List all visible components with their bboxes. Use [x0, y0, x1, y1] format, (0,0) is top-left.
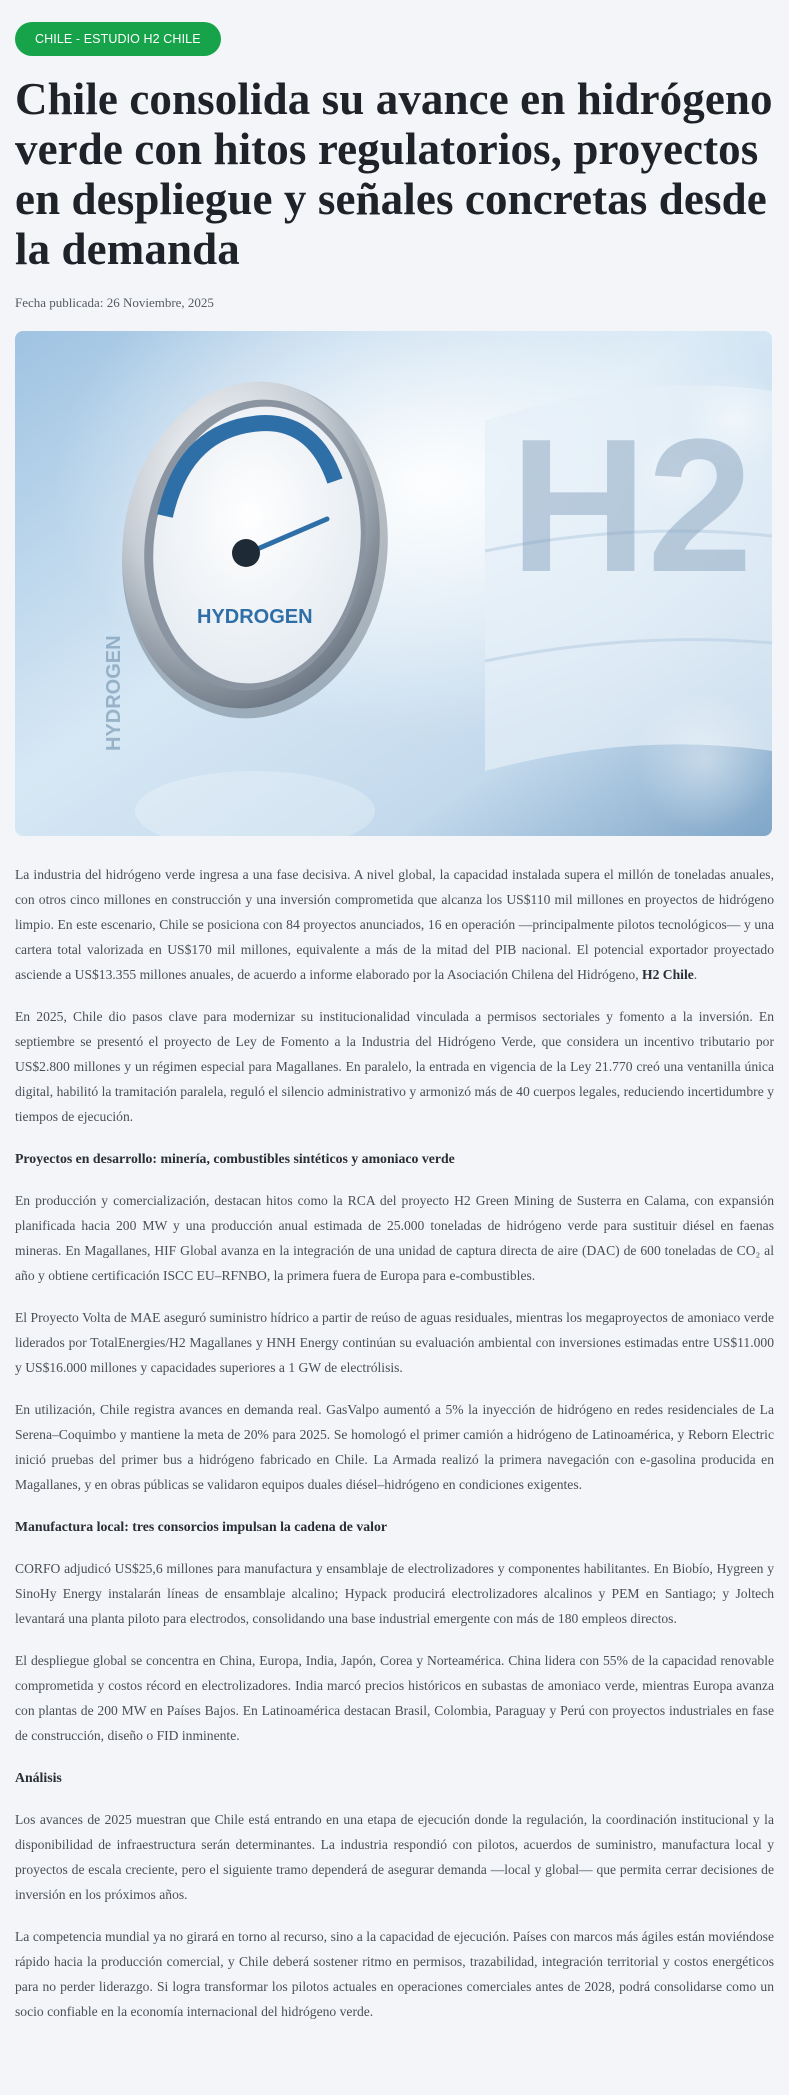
paragraph-analysis-1: Los avances de 2025 muestran que Chile está entrando en una etapa de ejecución donde la regulación, la coordinación institucional y la disponibilidad de infraestructura serán determinantes. La industria respondió con pilotos, acuerdos de suministro, manufactura local y proyectos de escala creciente, pero el siguiente tramo dependerá de asegurar demanda —local y global— que permita cerrar decisiones de inversión en los próximos años.	[15, 1812, 774, 1902]
paragraph-production: En producción y comercialización, destacan hitos como la RCA del proyecto H2 Green Mining de Susterra en Calama, con expansión planificada hacia 200 MW y una producción anual estimada de 25.000 toneladas de hidrógeno verde para sustituir diésel en faenas mineras. En Magallanes, HIF Global avanza en la integración de una unidad de captura directa de aire (DAC) de 600 toneladas de CO₂ al año y obtiene certificación ISCC EU–RFNBO, la primera fuera de Europa para e-combustibles.	[15, 1193, 774, 1283]
hero-image	[15, 331, 772, 836]
heading-analysis: Análisis	[15, 1770, 62, 1785]
paragraph-regulation: En 2025, Chile dio pasos clave para modernizar su institucionalidad vinculada a permisos sectoriales y fomento a la inversión. En septiembre se presentó el proyecto de Ley de Fomento a la Industria del Hidrógeno Verde, que considera un incentivo tributario por US$2.800 millones y un régimen especial para Magallanes. En paralelo, la entrada en vigencia de la Ley 21.770 creó una ventanilla única digital, habilitó la tramitación paralela, reguló el silencio administrativo y armonizó más de 40 cuerpos legales, reduciendo incertidumbre y tiempos de ejecución.	[15, 1009, 774, 1124]
category-tag[interactable]: CHILE - ESTUDIO H2 CHILE	[15, 22, 221, 56]
article-body	[15, 862, 774, 2024]
paragraph-intro	[15, 862, 774, 987]
h2-background-text: H2	[510, 400, 753, 612]
date-label: Fecha publicada:	[15, 295, 104, 310]
side-tank-text: HYDROGEN	[103, 635, 125, 751]
paragraph-intro-end: .	[693, 967, 698, 982]
date-value: 26 Noviembre, 2025	[106, 295, 214, 310]
h2-chile-link[interactable]: H2 Chile	[642, 967, 694, 982]
paragraph-analysis-2: La competencia mundial ya no girará en torno al recurso, sino a la capacidad de ejecución. Países con marcos más ágiles están moviéndose rápido hacia la producción comercial, y Chile deberá sostener ritmo en permisos, trazabilidad, integración territorial y costos energéticos para no perder liderazgo. Si logra transformar los pilotos actuales en operaciones comerciales antes de 2028, podrá consolidarse como un socio confiable en la economía internacional del hidrógeno verde.	[15, 1929, 774, 2019]
paragraph-utilization: En utilización, Chile registra avances en demanda real. GasValpo aumentó a 5% la inyección de hidrógeno en redes residenciales de La Serena–Coquimbo y mantiene la meta de 20% para 2025. Se homologó el primer camión a hidrógeno de Latinoamérica, y Reborn Electric inició pruebas del primer bus a hidrógeno fabricado en Chile. La Armada realizó la primera navegación con e-gasolina producida en Magallanes, y en obras públicas se validaron equipos duales diésel–hidrógeno en condiciones exigentes.	[15, 1402, 774, 1492]
article-title: Chile consolida su avance en hidrógeno verde con hitos regulatorios, proyectos en despliegue y señales concretas desde la demanda	[15, 74, 773, 274]
paragraph-volta: El Proyecto Volta de MAE aseguró suministro hídrico a partir de reúso de aguas residuales, mientras los megaproyectos de amoniaco verde liderados por TotalEnergies/H2 Magallanes y HNH Energy continúan su evaluación ambiental con inversiones estimadas entre US$11.000 y US$16.000 millones y capacidades superiores a 1 GW de electrólisis.	[15, 1310, 774, 1375]
paragraph-intro-text: La industria del hidrógeno verde ingresa a una fase decisiva. A nivel global, la capacidad instalada supera el millón de toneladas anuales, con otros cinco millones en construcción y una inversión comprometida que alcanza los US$110 mil millones en proyectos de hidrógeno limpio. En este escenario, Chile se posiciona con 84 proyectos anunciados, 16 en operación —principalmente pilotos tecnológicos— y una cartera total valorizada en US$170 mil millones, equivalente a más de la mitad del PIB nacional. El potencial exportador proyectado asciende a US$13.355 millones anuales, de acuerdo a informe elaborado por la Asociación Chilena del Hidrógeno,	[15, 867, 774, 982]
paragraph-global: El despliegue global se concentra en China, Europa, India, Japón, Corea y Norteamérica. China lidera con 55% de la capacidad renovable comprometida y costos récord en electrolizadores. India marcó precios históricos en subastas de amoniaco verde, mientras Europa avanza con plantas de 200 MW en Países Bajos. En Latinoamérica destacan Brasil, Colombia, Paraguay y Perú con proyectos industriales en fase de construcción, diseño o FID inminente.	[15, 1653, 774, 1743]
publish-date	[15, 295, 774, 311]
paragraph-corfo: CORFO adjudicó US$25,6 millones para manufactura y ensamblaje de electrolizadores y componentes habilitantes. En Biobío, Hygreen y SinoHy Energy instalarán líneas de ensamblaje alcalino; Hypack producirá electrolizadores alcalinos y PEM en Santiago; y Joltech levantará una planta piloto para electrodos, consolidando una base industrial emergente con más de 180 empleos directos.	[15, 1561, 774, 1626]
heading-projects: Proyectos en desarrollo: minería, combustibles sintéticos y amoniaco verde	[15, 1151, 455, 1166]
heading-manufacturing: Manufactura local: tres consorcios impulsan la cadena de valor	[15, 1519, 387, 1534]
gauge-label: HYDROGEN	[197, 606, 313, 628]
